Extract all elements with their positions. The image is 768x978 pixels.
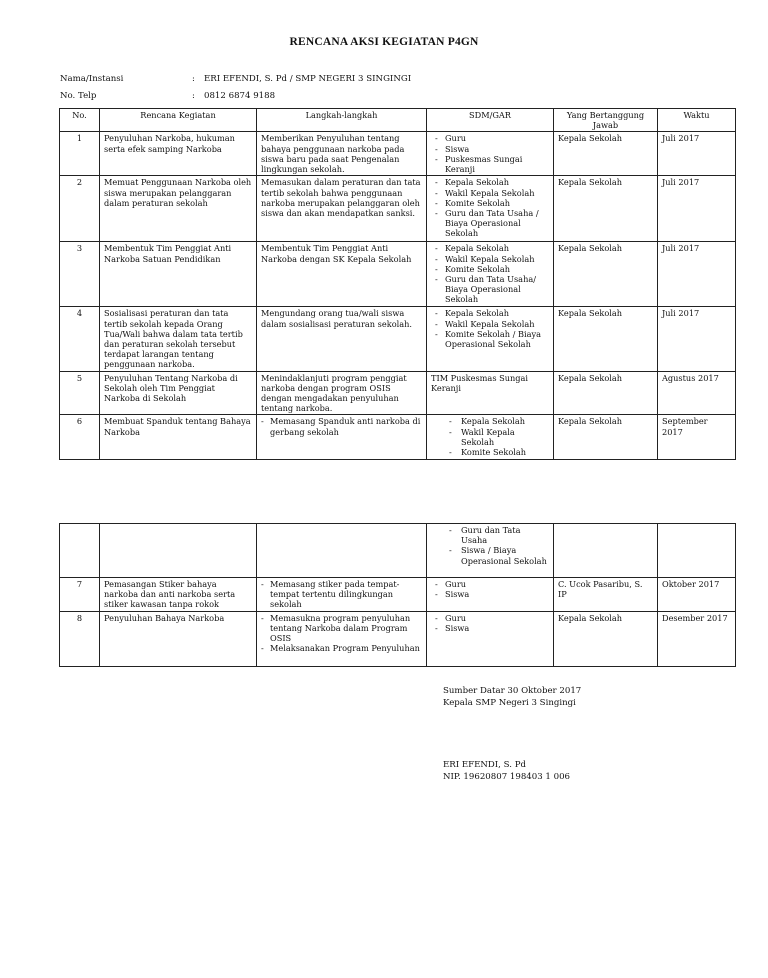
list-item: - Guru dan Tata Usaha: [431, 525, 549, 545]
list-item: - Komite Sekolah: [431, 264, 549, 274]
cell-langkah: Memasukan dalam peraturan dan tata tertib sekolah bahwa penggunaan narkoba merupakan pelanggaran oleh siswa dan akan mendapatkan sanksi.: [257, 176, 427, 242]
cell-penanggung-jawab: Kepala Sekolah: [554, 242, 658, 307]
list-item: - Komite Sekolah / Biaya Operasional Sekolah: [431, 329, 549, 349]
cell-no: 2: [60, 176, 100, 242]
list-item: - Wakil Kepala Sekolah: [431, 427, 549, 447]
header-sdm: SDM/GAR: [427, 109, 554, 132]
cell-penanggung-jawab: Kepala Sekolah: [554, 415, 658, 460]
cell-langkah: Menindaklanjuti program penggiat narkoba dengan program OSIS dengan mengadakan penyuluhan tentang narkoba.: [257, 371, 427, 415]
cell-no: 3: [60, 242, 100, 307]
cell-penanggung-jawab: [554, 524, 658, 578]
cell-sdm: [427, 242, 554, 307]
list-item: - Guru: [431, 613, 549, 623]
cell-no: 8: [60, 611, 100, 666]
cell-sdm: TIM Puskesmas Sungai Keranji: [427, 371, 554, 415]
list-item: - Siswa: [431, 589, 549, 599]
cell-rencana: Membuat Spanduk tentang Bahaya Narkoba: [100, 415, 257, 460]
list-item: - Wakil Kepala Sekolah: [431, 254, 549, 264]
cell-langkah: [257, 578, 427, 612]
cell-sdm: [427, 611, 554, 666]
list-item: - Komite Sekolah: [431, 447, 549, 457]
meta-value: 0812 6874 9188: [204, 91, 276, 101]
list-item: - Siswa / Biaya Operasional Sekolah: [431, 545, 549, 565]
cell-waktu: Oktober 2017: [658, 578, 736, 612]
signature-name: ERI EFENDI, S. Pd: [443, 760, 526, 770]
cell-rencana: Membentuk Tim Penggiat Anti Narkoba Satuan Pendidikan: [100, 242, 257, 307]
cell-penanggung-jawab: Kepala Sekolah: [554, 132, 658, 176]
list-item: - Kepala Sekolah: [431, 177, 549, 187]
signature-position: Kepala SMP Negeri 3 Singingi: [443, 698, 576, 708]
table-header-row: [60, 109, 736, 132]
cell-langkah: Mengundang orang tua/wali siswa dalam sosialisasi peraturan sekolah.: [257, 307, 427, 371]
cell-rencana: Penyuluhan Bahaya Narkoba: [100, 611, 257, 666]
table-row: [60, 415, 736, 460]
meta-label: Nama/Instansi: [60, 74, 124, 84]
cell-sdm: [427, 176, 554, 242]
cell-sdm: [427, 524, 554, 578]
cell-sdm: [427, 307, 554, 371]
list-item: - Memasang Spanduk anti narkoba di gerbang sekolah: [261, 416, 422, 436]
cell-waktu: Juli 2017: [658, 307, 736, 371]
table-row: [60, 242, 736, 307]
cell-rencana: Memuat Penggunaan Narkoba oleh siswa merupakan pelanggaran dalam peraturan sekolah: [100, 176, 257, 242]
cell-sdm: [427, 132, 554, 176]
list-item: - Guru: [431, 133, 549, 143]
cell-rencana: Pemasangan Stiker bahaya narkoba dan anti narkoba serta stiker kawasan tanpa rokok: [100, 578, 257, 612]
list-item: - Guru dan Tata Usaha/ Biaya Operasional Sekolah: [431, 274, 549, 305]
list-item: - Memasukna program penyuluhan tentang Narkoba dalam Program OSIS: [261, 613, 422, 644]
cell-no: 7: [60, 578, 100, 612]
cell-waktu: [658, 524, 736, 578]
meta-phone-row: [60, 91, 275, 102]
cell-langkah: [257, 611, 427, 666]
cell-langkah: [257, 524, 427, 578]
cell-waktu: Agustus 2017: [658, 371, 736, 415]
cell-langkah: [257, 415, 427, 460]
cell-penanggung-jawab: Kepala Sekolah: [554, 176, 658, 242]
cell-rencana: [100, 524, 257, 578]
cell-waktu: Juli 2017: [658, 176, 736, 242]
cell-waktu: September 2017: [658, 415, 736, 460]
signature-place-date: Sumber Datar 30 Oktober 2017: [443, 686, 582, 696]
header-waktu: Waktu: [658, 109, 736, 132]
cell-penanggung-jawab: Kepala Sekolah: [554, 371, 658, 415]
list-item: - Melaksanakan Program Penyuluhan: [261, 643, 422, 653]
cell-waktu: Desember 2017: [658, 611, 736, 666]
cell-rencana: Penyuluhan Narkoba, hukuman serta efek samping Narkoba: [100, 132, 257, 176]
cell-penanggung-jawab: Kepala Sekolah: [554, 611, 658, 666]
table-row: [60, 611, 736, 666]
document-title: RENCANA AKSI KEGIATAN P4GN: [289, 36, 479, 48]
table-row: [60, 132, 736, 176]
cell-no: 5: [60, 371, 100, 415]
cell-no: 4: [60, 307, 100, 371]
action-plan-table: [59, 108, 736, 460]
list-item: - Guru: [431, 579, 549, 589]
list-item: - Memasang stiker pada tempat-tempat tertentu dilingkungan sekolah: [261, 579, 422, 610]
list-item: - Wakil Kepala Sekolah: [431, 319, 549, 329]
cell-no: 6: [60, 415, 100, 460]
cell-no: [60, 524, 100, 578]
meta-value: ERI EFENDI, S. Pd / SMP NEGERI 3 SINGINGI: [204, 74, 412, 84]
list-item: - Siswa: [431, 144, 549, 154]
list-item: - Kepala Sekolah: [431, 243, 549, 253]
cell-penanggung-jawab: C. Ucok Pasaribu, S. IP: [554, 578, 658, 612]
cell-rencana: Sosialisasi peraturan dan tata tertib sekolah kepada Orang Tua/Wali bahwa dalam tata tertib dan peraturan sekolah tersebut terdapat larangan tentang penggunaan narkoba.: [100, 307, 257, 371]
header-langkah: Langkah-langkah: [257, 109, 427, 132]
list-item: - Kepala Sekolah: [431, 416, 549, 426]
table-row: [60, 578, 736, 612]
action-plan-table-continued: [59, 523, 736, 667]
cell-sdm: [427, 415, 554, 460]
meta-separator: :: [192, 91, 195, 101]
meta-separator: :: [192, 74, 195, 84]
list-item: - Kepala Sekolah: [431, 308, 549, 318]
table-row: [60, 307, 736, 371]
header-rencana: Rencana Kegiatan: [100, 109, 257, 132]
table-row: [60, 524, 736, 578]
meta-label: No. Telp: [60, 91, 97, 101]
table-row: [60, 371, 736, 415]
meta-name-row: [60, 74, 411, 85]
cell-no: 1: [60, 132, 100, 176]
cell-waktu: Juli 2017: [658, 132, 736, 176]
list-item: - Guru dan Tata Usaha / Biaya Operasional Sekolah: [431, 208, 549, 239]
header-penanggung-jawab: Yang Bertanggung Jawab: [554, 109, 658, 132]
list-item: - Puskesmas Sungai Keranji: [431, 154, 549, 174]
list-item: - Siswa: [431, 623, 549, 633]
header-no: No.: [60, 109, 100, 132]
cell-penanggung-jawab: Kepala Sekolah: [554, 307, 658, 371]
signature-nip: NIP. 19620807 198403 1 006: [443, 772, 571, 782]
cell-sdm: [427, 578, 554, 612]
cell-langkah: Memberikan Penyuluhan tentang bahaya penggunaan narkoba pada siswa baru pada saat Pengenalan lingkungan sekolah.: [257, 132, 427, 176]
list-item: - Wakil Kepala Sekolah: [431, 188, 549, 198]
table-row: [60, 176, 736, 242]
cell-waktu: Juli 2017: [658, 242, 736, 307]
cell-rencana: Penyuluhan Tentang Narkoba di Sekolah oleh Tim Penggiat Narkoba di Sekolah: [100, 371, 257, 415]
cell-langkah: Membentuk Tim Penggiat Anti Narkoba dengan SK Kepala Sekolah: [257, 242, 427, 307]
list-item: - Komite Sekolah: [431, 198, 549, 208]
